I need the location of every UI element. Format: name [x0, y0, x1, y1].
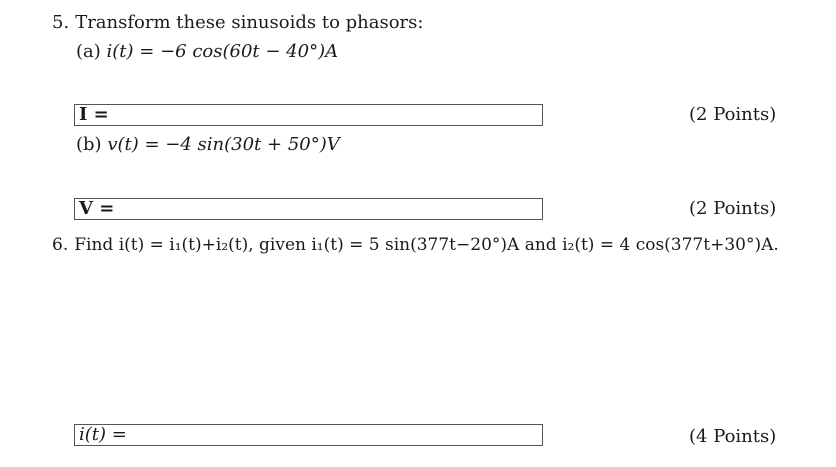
answer-box-i-t[interactable]: [74, 424, 543, 446]
part-expression: v(t) = −4 sin(30t + 50°)V: [107, 134, 340, 155]
points-label: (2 Points): [689, 104, 777, 125]
question-5-heading: [52, 12, 423, 34]
answer-box-phasor-i[interactable]: [74, 104, 543, 126]
question-6-heading: [52, 234, 779, 256]
question-prompt: Find i(t) = i₁(t)+i₂(t), given i₁(t) = 5 sin(377t−20°)A and i₂(t) = 4 cos(377t+30°)A.: [74, 235, 779, 255]
points-label: (2 Points): [689, 198, 777, 219]
question-prompt: Transform these sinusoids to phasors:: [75, 12, 424, 33]
points-label: (4 Points): [689, 426, 777, 447]
answer-box-phasor-v[interactable]: [74, 198, 543, 220]
part-label: (a): [76, 41, 101, 62]
answer-label: V =: [79, 198, 115, 219]
answer-label: i(t) =: [79, 424, 127, 445]
part-a-statement: [76, 41, 338, 63]
part-label: (b): [76, 134, 102, 155]
answer-label: I =: [79, 104, 109, 125]
part-b-statement: [76, 134, 340, 156]
part-expression: i(t) = −6 cos(60t − 40°)A: [106, 41, 339, 62]
question-number: 5.: [52, 12, 70, 33]
question-number: 6.: [52, 235, 69, 255]
